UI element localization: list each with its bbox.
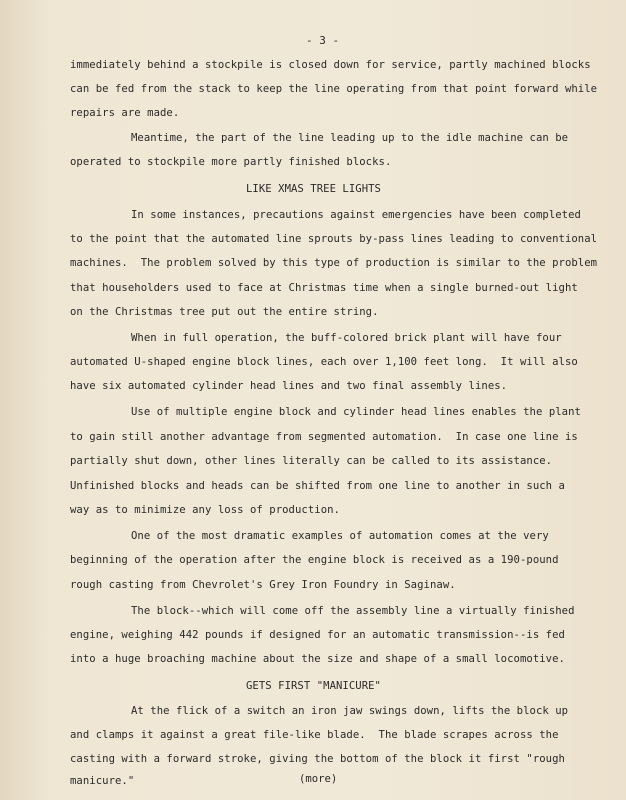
text-line: engine, weighing 442 pounds if designed for an automatic transmission--is fed <box>70 629 565 641</box>
text-line: Use of multiple engine block and cylinder head lines enables the plant <box>131 406 581 418</box>
text-line: manicure." <box>70 775 135 787</box>
text-line: into a huge broaching machine about the size and shape of a small locomotive. <box>70 653 565 665</box>
text-line: Unfinished blocks and heads can be shifted from one line to another in such a <box>70 480 565 492</box>
text-line: casting with a forward stroke, giving the bottom of the block it first "rough <box>70 753 565 765</box>
text-line: partially shut down, other lines literally can be called to its assistance. <box>70 455 553 467</box>
text-line: repairs are made. <box>70 107 180 119</box>
text-line: automated U-shaped engine block lines, each over 1,100 feet long. It will also <box>70 356 578 368</box>
text-line: One of the most dramatic examples of automation comes at the very <box>131 530 549 542</box>
page-number: - 3 - <box>306 34 340 47</box>
text-line: In some instances, precautions against emergencies have been completed <box>131 209 581 221</box>
text-line: to the point that the automated line sprouts by-pass lines leading to conventional <box>70 233 598 245</box>
text-line: When in full operation, the buff-colored brick plant will have four <box>131 332 562 344</box>
text-line: on the Christmas tree put out the entire string. <box>70 306 379 318</box>
text-line: immediately behind a stockpile is closed down for service, partly machined blocks <box>70 59 591 71</box>
section-heading: GETS FIRST "MANICURE" <box>246 680 381 692</box>
text-line: can be fed from the stack to keep the line operating from that point forward while <box>70 83 598 95</box>
more-indicator: (more) <box>299 773 338 785</box>
section-heading: LIKE XMAS TREE LIGHTS <box>246 183 381 195</box>
text-line: rough casting from Chevrolet's Grey Iron Foundry in Saginaw. <box>70 579 456 591</box>
text-line: to gain still another advantage from segmented automation. In case one line is <box>70 431 578 443</box>
text-line: beginning of the operation after the engine block is received as a 190-pound <box>70 554 559 566</box>
text-line: that householders used to face at Christmas time when a single burned-out light <box>70 282 578 294</box>
text-line: At the flick of a switch an iron jaw swings down, lifts the block up <box>131 705 569 717</box>
text-line: operated to stockpile more partly finished blocks. <box>70 156 392 168</box>
text-line: and clamps it against a great file-like blade. The blade scrapes across the <box>70 729 559 741</box>
text-line: way as to minimize any loss of production. <box>70 504 340 516</box>
text-line: machines. The problem solved by this type of production is similar to the problem <box>70 257 598 269</box>
text-line: The block--which will come off the assembly line a virtually finished <box>131 605 575 617</box>
text-line: Meantime, the part of the line leading up to the idle machine can be <box>131 132 569 144</box>
text-line: have six automated cylinder head lines and two final assembly lines. <box>70 380 508 392</box>
